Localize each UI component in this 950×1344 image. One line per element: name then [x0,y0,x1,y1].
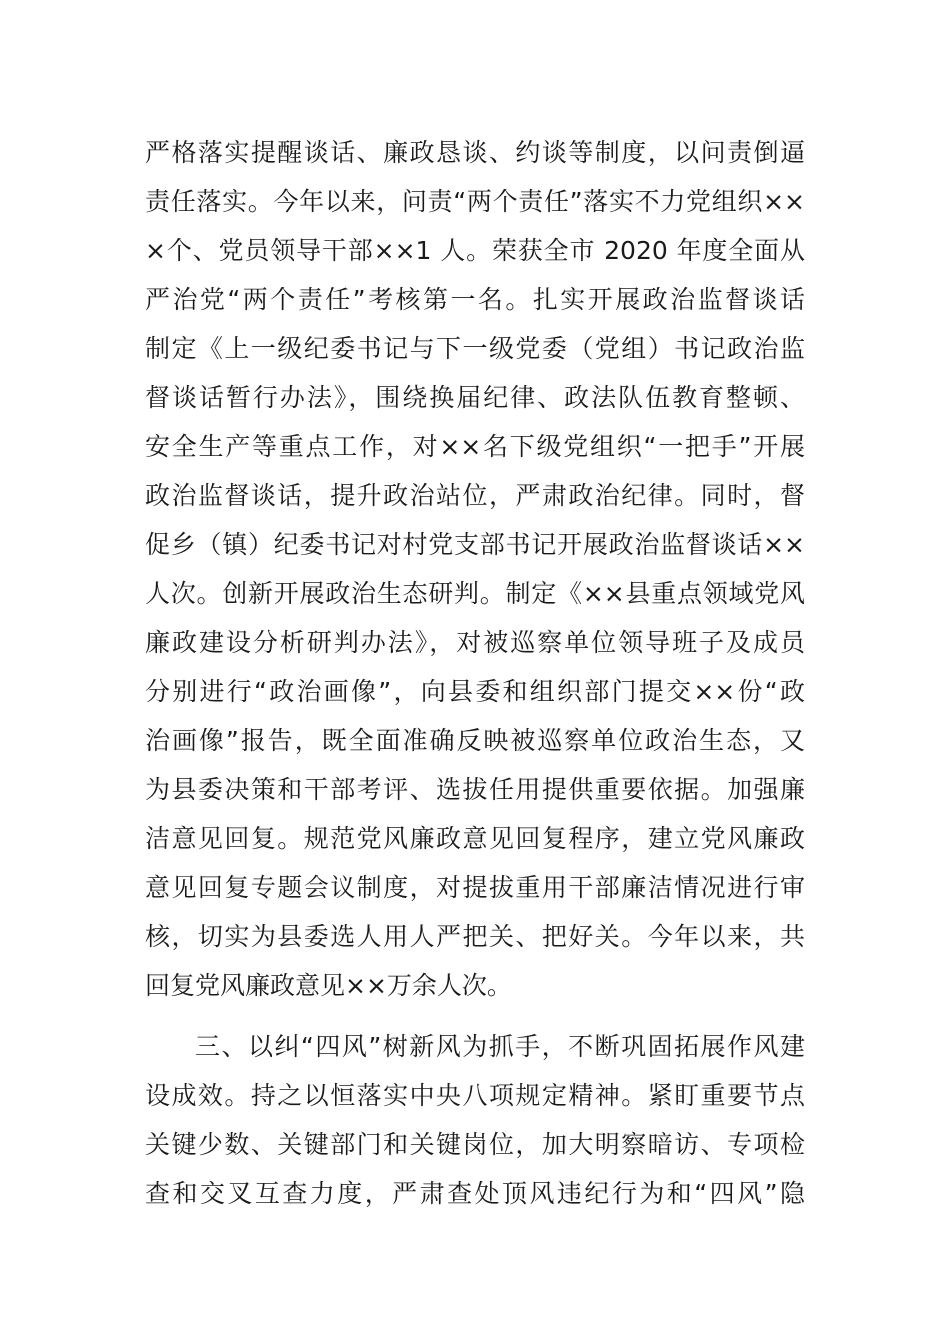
text-line: 为县委决策和干部考评、选拔任用提供重要依据。加强廉 [145,775,805,804]
text-line: 关键少数、关键部门和关键岗位，加大明察暗访、专项检 [145,1130,805,1159]
text-line: 分别进行“政治画像”，向县委和组织部门提交××份“政 [145,677,805,706]
section-heading-line: 三、以纠“四风”树新风为抓手，不断巩固拓展作风建 [195,1032,805,1061]
text-line: 核，切实为县委选人用人严把关、把好关。今年以来，共 [145,922,805,951]
text-line: 责任落实。今年以来，问责“两个责任”落实不力党组织×× [145,187,805,216]
text-line: 查和交叉互查力度，严肃查处顶风违纪行为和“四风”隐 [145,1179,805,1208]
text-line: 人次。创新开展政治生态研判。制定《××县重点领域党风 [145,579,805,608]
text-line: ×个、党员领导干部××1 人。荣获全市 2020 年度全面从 [145,236,805,265]
text-line: 制定《上一级纪委书记与下一级党委（党组）书记政治监 [145,334,805,363]
text-line: 廉政建设分析研判办法》，对被巡察单位领导班子及成员 [145,628,805,657]
text-line: 严格落实提醒谈话、廉政恳谈、约谈等制度，以问责倒逼 [145,138,805,167]
text-line: 严治党“两个责任”考核第一名。扎实开展政治监督谈话 [145,285,805,314]
text-line: 政治监督谈话，提升政治站位，严肃政治纪律。同时，督 [145,481,805,510]
text-line: 治画像”报告，既全面准确反映被巡察单位政治生态，又 [145,726,805,755]
text-line: 安全生产等重点工作，对××名下级党组织“一把手”开展 [145,432,805,461]
text-line: 意见回复专题会议制度，对提拔重用干部廉洁情况进行审 [145,873,805,902]
text-line: 洁意见回复。规范党风廉政意见回复程序，建立党风廉政 [145,824,805,853]
text-line: 设成效。持之以恒落实中央八项规定精神。紧盯重要节点 [145,1081,805,1110]
text-line: 回复党风廉政意见××万余人次。 [145,971,512,1000]
text-line: 促乡（镇）纪委书记对村党支部书记开展政治监督谈话×× [145,530,805,559]
text-line: 督谈话暂行办法》，围绕换届纪律、政法队伍教育整顿、 [145,383,805,412]
